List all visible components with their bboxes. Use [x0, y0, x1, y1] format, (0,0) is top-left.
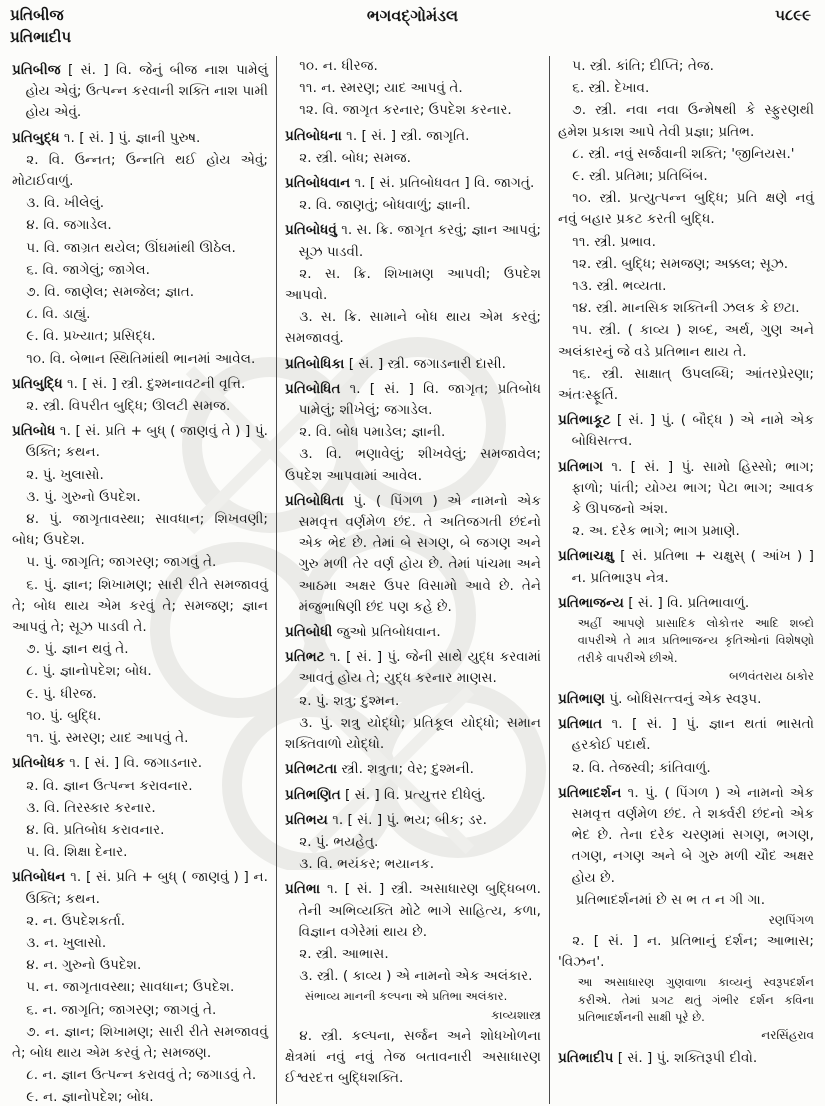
definition-item: ૧૦. પું. બુદ્ધિ. [26, 707, 102, 724]
definition-item: ૬. સ્ત્રી. દેખાવ. [572, 80, 650, 97]
dictionary-entry: પ્રતિબોધક ૧. [ સં. ] વિ. જગાડનાર. [12, 755, 203, 772]
definition-item: ૨. વિ. તેજસ્વી; કાંતિવાળું. [572, 759, 711, 776]
definition-item: ૪. વિ. પ્રતિબોધ કરાવનાર. [26, 821, 165, 838]
definition-item: ૫. ન. જાગૃતાવસ્થા; સાવધાન; ઉપદેશ. [26, 979, 235, 996]
headword: પ્રતિબુદ્ધ [12, 129, 60, 146]
headword: પ્રતિભા [285, 881, 321, 898]
column-3 [549, 56, 822, 1104]
definition-item: ૭. પું. જ્ઞાન થવું તે. [26, 641, 129, 658]
headword: પ્રતિભણિત [285, 786, 341, 803]
headword: પ્રતિભાણ [558, 691, 605, 708]
dictionary-columns [4, 56, 822, 1104]
dictionary-entry: પ્રતિભાત ૧. [ સં. ] પું. જ્ઞાન થતાં ભાસતો હરકોઈ પદાર્થ. [558, 716, 814, 754]
headword: પ્રતિભાદર્શન [558, 784, 622, 801]
headword: પ્રતિબોધવું [285, 222, 337, 239]
definition-item: ૫. પું. જાગૃતિ; જાગરણ; જાગવું તે. [26, 554, 217, 571]
definition-item: ૩. વિ. તિરસ્કાર કરનાર. [26, 799, 156, 816]
definition-item: ૮. ન. જ્ઞાન ઉત્પન્ન કરાવવું તે; જગાડવું તે. [26, 1067, 257, 1084]
dictionary-entry: પ્રતિબોધિકા [ સં. ] સ્ત્રી. જગાડનારી દાસી. [285, 355, 506, 372]
definition-item: ૧૧. ન. સ્મરણ; યાદ આપવું તે. [299, 80, 463, 97]
definition-item: ૧૦. વિ. બેભાન સ્થિતિમાંથી ભાનમાં આવેલ. [26, 350, 256, 367]
page-title: ભગવદ્ગોમંડલ [366, 6, 459, 25]
headword: પ્રતિભટ [285, 649, 325, 666]
headword: પ્રતિબોધ [12, 423, 56, 440]
definition-item: ૨. [ સં. ] ન. પ્રતિભાનું દર્શન; આભાસ; 'વિઝન'. [558, 932, 814, 971]
headword: પ્રતિબીજ [12, 62, 61, 78]
headword: પ્રતિભાચક્ષુ [558, 548, 614, 565]
definition-item: ૨. પું. ભયહેતુ. [299, 833, 379, 850]
definition-item: ૭. વિ. જાણેલ; સમજેલ; જ્ઞાત. [26, 284, 195, 301]
definition-item: ૭. સ્ત્રી. નવા નવા ઉન્મેષથી કે સ્ફુરણથી હમેશ પ્રકાશ આપે તેવી પ્રજ્ઞા; પ્રતિભ. [558, 102, 814, 140]
definition-item: ૪. સ્ત્રી. કલ્પના, સર્જન અને શોધખોળના ક્ષેત્રમાં નવું નવું તેજ બતાવનારી અસાધારણ ઈશ્વરદત્ત બુદ્ધિશક્તિ. [285, 1027, 541, 1086]
verse-line: પ્રતિભાદર્શનમાં છે સ ભ ત ન ગી ગા. [575, 891, 766, 908]
headword: પ્રતિભાત [558, 716, 603, 733]
page-header [0, 0, 825, 54]
definition-item: ૧૬. સ્ત્રી. સાક્ષાત્ ઉપલબ્ધિ; આંતરપ્રેરણા; અંતઃસ્ફૂર્તિ. [558, 365, 814, 404]
citation-quote: અહીં આપણે પ્રાસાદિક લોકોત્તર આદિ શબ્દો વાપરીએ તે માત્ર પ્રતિભાજન્ય કૃતિઓનાં વિશેષણો તરીકે વાપરીએ છીએ. [577, 616, 814, 665]
headword: પ્રતિબોધન [12, 869, 66, 886]
definition-item: ૨. ન. ઉપદેશકર્તા. [26, 912, 126, 929]
headword: પ્રતિભટતા [285, 761, 338, 778]
guide-word-last: પ્રતિભાદીપ [10, 27, 72, 46]
definition-item: ૫. સ્ત્રી. કાંતિ; દીપ્તિ; તેજ. [572, 58, 715, 74]
definition-item: ૨. વિ. બોધ પમાડેલ; જ્ઞાની. [299, 424, 446, 441]
headword: પ્રતિભાદીપ [558, 1050, 614, 1067]
citation-source: રણપિંગળ [768, 913, 814, 928]
headword: પ્રતિબોધના [285, 127, 342, 144]
headword: પ્રતિબોધવાન [285, 175, 351, 192]
definition-item: ૯. સ્ત્રી. પ્રતિમા; પ્રતિબિંબ. [572, 168, 708, 185]
dictionary-entry: પ્રતિબોધિત ૧. [ સં. ] વિ. જાગૃત; પ્રતિબોધ પામેલું; શીખેલું; જગાડેલ. [285, 380, 541, 419]
definition-item: ૩. સ. ક્રિ. સામાને બોધ થાય એમ કરવું; સમજાવવું. [285, 309, 541, 347]
dictionary-entry: પ્રતિબોધિતા પું. ( પિંગળ ) એ નામનો એક સમવૃત્ત વર્ણમેળ છંદ. તે અતિજગતી છંદનો એક ભેદ છે. તેમાં બે સગણ, બે જગણ અને ગુરુ મળી તેર વર્ણ હોય છે. તેમાં પાંચમા અને આઠમા અક્ષર ઉપર વિસામો આવે છે. તેને મંજુભાષિણી છંદ પણ કહે છે. [285, 492, 541, 615]
headword: પ્રતિબોધિકા [285, 355, 345, 372]
headword: પ્રતિભાકૂટ [558, 412, 611, 429]
definition-item: ૧૪. સ્ત્રી. માનસિક શક્તિની ઝલક કે છટા. [572, 300, 800, 317]
dictionary-entry: પ્રતિબોધવાન ૧. [ સં. પ્રતિબોધવત ] વિ. જાગતું. [285, 175, 535, 192]
definition-item: ૫. વિ. શિક્ષા દેનાર. [26, 844, 128, 861]
definition-item: ૭. ન. જ્ઞાન; શિખામણ; સારી રીતે સમજાવવું તે; બોધ થાય એમ કરવું તે; સમજણ. [12, 1023, 268, 1061]
column-2 [276, 56, 549, 1104]
guide-word-first: પ્રતિબીજ [10, 6, 64, 24]
definition-item: ૩. પું. શત્રુ યોદ્ધો; પ્રતિકૂલ યોદ્ધો; સમાન શક્તિવાળો યોદ્ધો. [285, 714, 541, 753]
definition-item: ૨. પું. ખુલાસો. [26, 466, 104, 483]
dictionary-entry: પ્રતિભાગ ૧. [ સં. ] પું. સામો હિસ્સો; ભાગ; ફાળો; પાંતી; યોગ્ય ભાગ; પેટા ભાગ; આવક કે ઊપજનો અંશ. [558, 458, 814, 518]
definition-item: ૪. પું. જાગૃતાવસ્થા; સાવધાન; શિખવણી; બોધ; ઉપદેશ. [12, 511, 268, 549]
column-1 [4, 56, 276, 1104]
dictionary-entry: પ્રતિભાચક્ષુ [ સં. પ્રતિભા + ચક્ષુસ્ ( આંખ ) ] ન. પ્રતિભારૂપ નેત્ર. [558, 548, 814, 586]
definition-item: ૨. પું. શત્રુ; દુશ્મન. [299, 692, 400, 709]
dictionary-entry: પ્રતિભય ૧. [ સં. ] પું. ભય; બીક; ડર. [285, 811, 487, 828]
definition-item: ૮. પું. જ્ઞાનોપદેશ; બોધ. [26, 663, 152, 680]
definition-item: ૩. પું. ગુરુનો ઉપદેશ. [26, 488, 141, 505]
definition-item: ૫. વિ. જાગ્રત થયેલ; ઊંઘમાંથી ઊઠેલ. [26, 239, 236, 256]
definition-item: ૮. વિ. ડાહ્યું. [26, 306, 91, 323]
dictionary-entry: પ્રતિબોધન ૧. [ સં. પ્રતિ + બુધ્ ( જાણવું ) ] ન. ઉક્તિ; કથન. [12, 869, 268, 907]
definition-item: ૬. ન. જાગૃતિ; જાગરણ; જાગવું તે. [26, 1001, 217, 1018]
definition-item: ૧૨. વિ. જાગૃત કરનાર; ઉપદેશ કરનાર. [299, 102, 512, 119]
dictionary-entry: પ્રતિભટતા સ્ત્રી. શત્રુતા; વેર; દુશ્મની. [285, 761, 474, 778]
definition-item: ૪. વિ. જગાડેલ. [26, 217, 112, 234]
definition-item: ૨. સ. ક્રિ. શિખામણ આપવી; ઉપદેશ આપવો. [285, 265, 541, 304]
definition-item: ૨. વિ. ઉન્નત; ઉન્નતિ થઈ હોય એવું; મોટાઈવાળું. [12, 151, 268, 190]
page-number: ૫૮૯૯ [775, 6, 811, 24]
dictionary-entry: પ્રતિબીજ [ સં. ] વિ. જેનું બીજ નાશ પામેલું હોય એવું; ઉત્પન્ન કરવાની શક્તિ નાશ પામી હોય એવું. [12, 62, 268, 121]
citation-source: નરસિંહરાવ [761, 1028, 814, 1043]
definition-item: ૧૨. સ્ત્રી. બુદ્ધિ; સમજણ; અક્કલ; સૂઝ. [572, 255, 789, 272]
dictionary-entry: પ્રતિભાણ પું. બોધિસત્ત્વનું એક સ્વરૂપ. [558, 691, 762, 708]
definition-item: ૩. વિ. ભણાવેલું; શીખવેલું; સમજાવેલ; ઉપદેશ આપવામાં આવેલ. [285, 446, 541, 484]
definition-item: ૨. સ્ત્રી. બોધ; સમજ. [299, 149, 411, 166]
definition-item: ૯. પું. ધીરજ. [26, 685, 97, 702]
headword: પ્રતિભાગ [558, 458, 604, 475]
dictionary-entry: પ્રતિભટ ૧. [ સં. ] પું. જેની સાથે યુદ્ધ કરવામાં આવતું હોય તે; યુદ્ધ કરનાર માણસ. [285, 649, 541, 687]
definition-item: ૧૩. સ્ત્રી. ભવ્યતા. [572, 278, 667, 295]
headword: પ્રતિભાજન્ય [558, 594, 624, 611]
headword: પ્રતિબોધિત [285, 380, 341, 397]
guide-words [10, 5, 71, 49]
definition-item: ૧૦. સ્ત્રી. પ્રત્યુત્પન્ન બુદ્ધિ; પ્રતિ ક્ષણે નવું નવું બહાર પ્રકટ કરતી બુદ્ધિ. [558, 190, 814, 228]
definition-item: ૧૫. સ્ત્રી. ( કાવ્ય ) શબ્દ, અર્થ, ગુણ અને અલંકારનું જે વડે પ્રતિભાન થાય તે. [558, 322, 814, 360]
definition-item: ૨. અ. દરેક ભાગે; ભાગ પ્રમાણે. [572, 523, 740, 540]
citation-quote: આ અસાધારણ ગુણવાળા કાવ્યનું સ્વરૂપદર્શન કરીએ. તેમાં પ્રગટ થતું ગંભીર દર્શન કવિના પ્રતિભાદર્શનની સાક્ષી પૂરે છે. [577, 975, 814, 1025]
definition-item: ૬. પું. જ્ઞાન; શિખામણ; સારી રીતે સમજાવવું તે; બોધ થાય એમ કરવું તે; સમજણ; જ્ઞાન આપવું તે; સૂઝ પાડવી તે. [12, 576, 268, 636]
definition-item: ૮. સ્ત્રી. નવું સર્જવાની શક્તિ; 'જીનિયસ.' [572, 145, 795, 162]
dictionary-entry: પ્રતિબોધ ૧. [ સં. પ્રતિ + બુધ્ ( જાણવું તે ) ] પું. ઉક્તિ; કથન. [12, 423, 268, 461]
definition-item: ૩. સ્ત્રી. ( કાવ્ય ) એ નામનો એક અલંકાર. [299, 968, 533, 985]
citation-source: કાવ્યશાસ્ત્ર [491, 1007, 541, 1022]
definition-item: ૩. વિ. ખીલેલું. [26, 195, 105, 212]
definition-item: ૬. વિ. જાગેલું; જાગેલ. [26, 261, 150, 278]
definition-item: ૯. વિ. પ્રખ્યાત; પ્રસિદ્ધ. [26, 328, 156, 345]
citation-source: બળવંતરાય ઠાકોર [729, 669, 814, 684]
definition-item: ૨. સ્ત્રી. આભાસ. [299, 945, 389, 962]
definition-item: ૧૧. સ્ત્રી. પ્રભાવ. [572, 233, 656, 250]
dictionary-entry: પ્રતિભા ૧. [ સં. ] સ્ત્રી. અસાધારણ બુદ્ધિબળ. તેની અભિવ્યક્તિ મોટે ભાગે સાહિત્ય, કળા, વિજ્ઞાન વગેરેમાં થાય છે. [285, 881, 541, 940]
headword: પ્રતિબોધક [12, 755, 65, 772]
dictionary-entry: પ્રતિબોધી જુઓ પ્રતિબોધવાન. [285, 624, 441, 641]
dictionary-entry: પ્રતિબુદ્ધિ ૧. [ સં. ] સ્ત્રી. દુશ્મનાવટની વૃત્તિ. [12, 375, 246, 392]
dictionary-entry: પ્રતિબુદ્ધ ૧. [ સં. ] પું. જ્ઞાની પુરુષ. [12, 129, 201, 146]
headword: પ્રતિબોધિતા [285, 492, 344, 509]
dictionary-entry: પ્રતિબોધવું ૧. સ. ક્રિ. જાગૃત કરવું; જ્ઞાન આપવું; સૂઝ પાડવી. [285, 222, 541, 260]
citation-quote: સંભાવ્ય માનની કલ્પના એ પ્રતિભા અલંકાર. [304, 989, 508, 1004]
definition-item: ૩. વિ. ભયંકર; ભયાનક. [299, 856, 435, 873]
definition-item: ૩. ન. ખુલાસો. [26, 934, 107, 951]
definition-item: ૧૦. ન. ધીરજ. [299, 58, 378, 74]
headword: પ્રતિભય [285, 811, 328, 828]
definition-item: ૨. સ્ત્રી. વિપરીત બુદ્ધિ; ઊલટી સમજ. [26, 398, 231, 415]
definition-item: ૯. ન. જ્ઞાનોપદેશ; બોધ. [26, 1089, 154, 1104]
dictionary-entry: પ્રતિભણિત [ સં. ] વિ. પ્રત્યુત્તર દીધેલું. [285, 786, 486, 803]
dictionary-entry: પ્રતિભાદર્શન ૧. પું. ( પિંગળ ) એ નામનો એક સમવૃત્ત વર્ણમેળ છંદ. તે શર્ક્વરી છંદનો એક ભેદ છે. તેના દરેક ચરણમાં સગણ, ભગણ, તગણ, નગણ અને બે ગુરુ મળી ચૌદ અક્ષર હોય છે. [558, 784, 814, 886]
definition-item: ૪. ન. ગુરુનો ઉપદેશ. [26, 957, 142, 974]
definition-item: ૨. વિ. જાણતું; બોધવાળું; જ્ઞાની. [299, 197, 471, 214]
dictionary-entry: પ્રતિભાદીપ [ સં. ] પું. શક્તિરૂપી દીવો. [558, 1050, 758, 1067]
headword: પ્રતિબુદ્ધિ [12, 375, 63, 392]
definition-item: ૨. વિ. જ્ઞાન ઉત્પન્ન કરાવનાર. [26, 777, 193, 794]
dictionary-entry: પ્રતિભાજન્ય [ સં. ] વિ. પ્રતિભાવાળું. [558, 594, 750, 611]
definition-item: ૧૧. પું. સ્મરણ; યાદ આપવું તે. [26, 730, 189, 747]
dictionary-entry: પ્રતિભાકૂટ [ સં. ] પું. ( બૌદ્ધ ) એ નામે એક બોધિસત્ત્વ. [558, 412, 814, 450]
dictionary-entry: પ્રતિબોધના ૧. [ સં. ] સ્ત્રી. જાગૃતિ. [285, 127, 470, 144]
headword: પ્રતિબોધી [285, 624, 333, 641]
